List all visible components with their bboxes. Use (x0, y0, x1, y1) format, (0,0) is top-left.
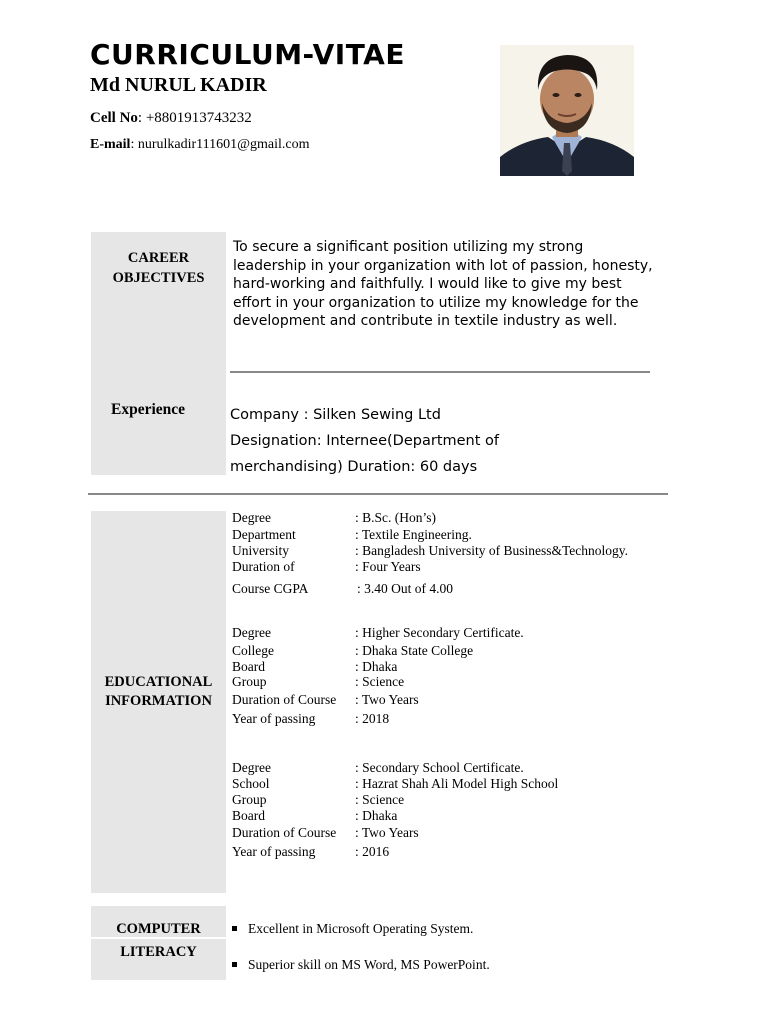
hsc-degree-label: Degree (232, 625, 271, 640)
hsc-board-value: : Dhaka (355, 659, 398, 674)
ssc-degree-label: Degree (232, 760, 271, 775)
bullet-icon (232, 926, 237, 931)
hsc-college-value: : Dhaka State College (355, 643, 474, 658)
experience-company: Company : Silken Sewing Ltd (230, 407, 441, 423)
hsc-college-label: College (232, 643, 274, 658)
ssc-board-label: Board (232, 808, 265, 823)
email-value: : nurulkadir111601@gmail.com (130, 137, 310, 152)
bsc-department-value: : Textile Engineering. (355, 527, 472, 542)
computer-skill-text: Superior skill on MS Word, MS PowerPoint. (248, 957, 490, 972)
email-label: E-mail (90, 137, 131, 152)
career-heading-line1: CAREER (127, 250, 190, 266)
hsc-year-value: : 2018 (355, 711, 390, 726)
computer-heading-line1: COMPUTER (116, 921, 201, 937)
computer-skill-item (232, 921, 473, 937)
ssc-duration-value: : Two Years (355, 825, 419, 840)
experience-designation: Designation: Internee(Department of (230, 433, 500, 449)
ssc-degree-value: : Secondary School Certificate. (355, 760, 524, 775)
bsc-degree-label: Degree (232, 510, 271, 525)
bsc-cgpa-label: Course CGPA (232, 581, 309, 596)
education-heading (91, 673, 226, 711)
bullet-icon (232, 962, 237, 967)
career-heading-line2: OBJECTIVES (112, 270, 205, 286)
career-objectives-heading (91, 248, 226, 288)
bsc-university-value: : Bangladesh University of Business&Technology. (355, 543, 629, 558)
experience-heading: Experience (111, 401, 186, 418)
cell-value: : +8801913743232 (137, 110, 252, 126)
ssc-group-label: Group (232, 792, 267, 807)
profile-photo (500, 45, 634, 176)
education-heading-line2: INFORMATION (105, 693, 212, 709)
hsc-group-value: : Science (355, 674, 405, 689)
computer-skill-item (232, 957, 490, 973)
ssc-year-label: Year of passing (232, 844, 316, 859)
experience-duration: merchandising) Duration: 60 days (230, 459, 478, 475)
bsc-department-label: Department (232, 527, 296, 542)
hsc-duration-value: : Two Years (355, 692, 419, 707)
ssc-school-label: School (232, 776, 270, 791)
section-divider (88, 493, 668, 495)
education-heading-line1: EDUCATIONAL (104, 674, 213, 690)
ssc-board-value: : Dhaka (355, 808, 398, 823)
bsc-degree-value: : B.Sc. (Hon’s) (355, 510, 436, 525)
ssc-school-value: : Hazrat Shah Ali Model High School (355, 776, 559, 791)
computer-skill-text: Excellent in Microsoft Operating System. (248, 921, 474, 936)
bsc-duration-value: : Four Years (355, 559, 421, 574)
hsc-degree-value: : Higher Secondary Certificate. (355, 625, 524, 640)
bsc-duration-label: Duration of (232, 559, 295, 574)
hsc-board-label: Board (232, 659, 265, 674)
hsc-group-label: Group (232, 674, 267, 689)
hsc-duration-label: Duration of Course (232, 692, 337, 707)
objective-divider (230, 371, 650, 373)
career-objective-text: To secure a significant position utilizing my strong leadership in your organization with lot of passion, honesty, hard-working and faithfully. I would like to give my best effort in your organization to utilize my knowledge for the development and contribute in textile industry as well. (233, 239, 653, 329)
cell-line (90, 110, 252, 127)
person-name: Md NURUL KADIR (90, 74, 267, 96)
bsc-cgpa-value: : 3.40 Out of 4.00 (357, 581, 453, 596)
hsc-year-label: Year of passing (232, 711, 316, 726)
cell-label: Cell No (90, 110, 138, 126)
ssc-year-value: : 2016 (355, 844, 390, 859)
computer-heading-line2: LITERACY (120, 944, 197, 960)
ssc-duration-label: Duration of Course (232, 825, 337, 840)
ssc-group-value: : Science (355, 792, 405, 807)
bsc-university-label: University (232, 543, 289, 558)
page-title: CURRICULUM-VITAE (90, 38, 405, 71)
email-line (90, 137, 310, 153)
